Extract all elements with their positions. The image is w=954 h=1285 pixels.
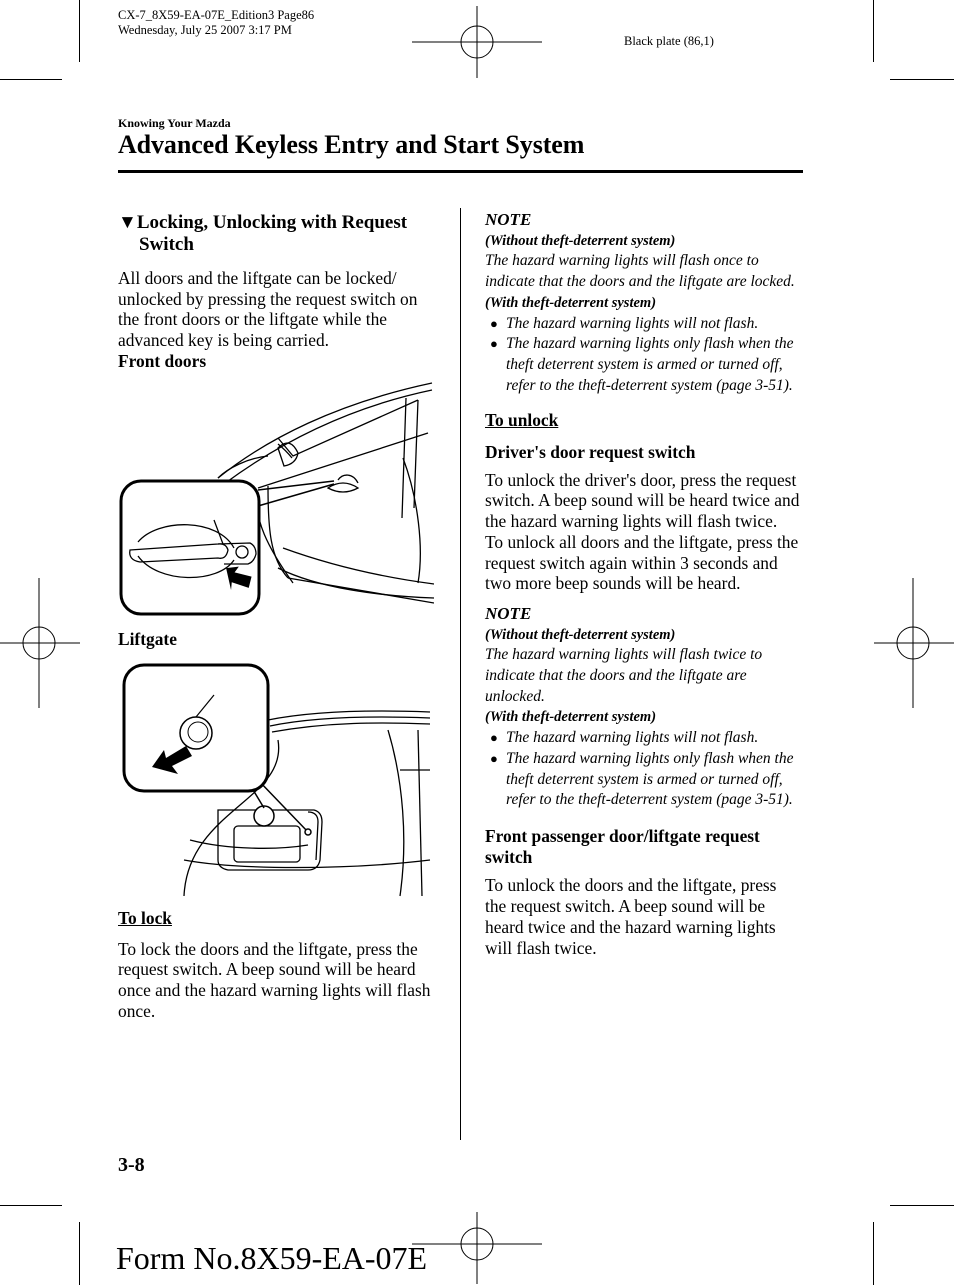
bullet-icon: ● (490, 750, 498, 766)
section-label: Knowing Your Mazda (118, 116, 231, 130)
to-lock-section (118, 908, 434, 1022)
note-unlocked-bullets (485, 728, 801, 811)
bullet-icon: ● (490, 315, 498, 331)
liftgate-illustration (118, 660, 434, 900)
page-number: 3-8 (118, 1154, 145, 1176)
note-locked-sub1: (Without theft-deterrent system) (485, 232, 676, 249)
bullet-icon: ● (490, 336, 498, 352)
locking-heading-line1: Locking, Unlocking with Request (136, 212, 408, 233)
registration-mark-right (874, 578, 954, 708)
intro-text: All doors and the liftgate can be locked/ unlocked by pressing the request switch on the front doors or the liftgate while the advanced key is being carried. (118, 268, 418, 351)
note-locked-title: NOTE (485, 210, 532, 229)
left-column (118, 212, 434, 372)
note-locked-text1: The hazard warning lights will flash once to indicate that the doors and the liftgate are locked. (485, 252, 795, 291)
list-item: ● The hazard warning lights only flash when the theft deterrent system is armed or turned off, refer to the theft-deterrent system (page 3-51). (490, 335, 794, 394)
locking-heading-line2: Switch (139, 234, 194, 255)
list-item: ● The hazard warning lights will not flash. (485, 728, 801, 749)
note-unlocked-sub1: (Without theft-deterrent system) (485, 626, 676, 643)
print-info-line2: Wednesday, July 25 2007 3:17 PM (118, 23, 292, 37)
to-lock-heading: To lock (118, 908, 172, 928)
liftgate-label: Liftgate (118, 629, 177, 649)
front-doors-label: Front doors (118, 350, 207, 371)
note-unlocked-sub2: (With theft-deterrent system) (485, 709, 657, 726)
to-unlock-heading: To unlock (485, 410, 559, 431)
title-rule (118, 170, 803, 173)
form-number: Form No.8X59-EA-07E (116, 1240, 428, 1276)
driver-door-text2: To unlock all doors and the liftgate, press the request switch again within 3 seconds and two more beep sounds will be heard. (485, 531, 799, 594)
front-door-illustration (118, 378, 434, 618)
note-locked-sub2: (With theft-deterrent system) (485, 294, 657, 311)
list-item: ● The hazard warning lights only flash when the theft deterrent system is armed or turned off, refer to the theft-deterrent system (page 3-51). (490, 749, 794, 809)
print-info (118, 8, 314, 38)
column-divider (460, 208, 461, 1140)
note-unlocked-title: NOTE (485, 603, 532, 623)
note-unlocked (485, 604, 801, 811)
right-column (485, 210, 801, 958)
list-item: ● The hazard warning lights will not flash. (485, 314, 801, 335)
driver-door-text1: To unlock the driver's door, press the request switch. A beep sound will be heard twice and the hazard warning lights will flash twice. (485, 469, 800, 532)
bullet-icon: ● (490, 730, 498, 746)
passenger-text: To unlock the doors and the liftgate, press the request switch. A beep sound will be heard twice and the hazard warning lights will flash twice. (485, 875, 777, 958)
registration-mark-top (412, 6, 542, 78)
registration-mark-left (0, 578, 80, 708)
to-lock-text: To lock the doors and the liftgate, press the request switch. A beep sound will be heard once and the hazard warning lights will flash once. (118, 938, 431, 1021)
note-locked (485, 210, 801, 396)
print-info-line1: CX-7_8X59-EA-07E_Edition3 Page86 (118, 8, 315, 22)
triangle-marker-icon: ▼ (118, 212, 137, 233)
registration-mark-bottom (412, 1212, 542, 1284)
driver-door-heading: Driver's door request switch (485, 442, 696, 463)
note-unlocked-text1: The hazard warning lights will flash twice to indicate that the doors and the liftgate are unlocked. (485, 646, 763, 705)
page-title: Advanced Keyless Entry and Start System (118, 130, 585, 159)
locking-heading (118, 212, 434, 256)
note-locked-bullets (485, 314, 801, 397)
passenger-heading: Front passenger door/liftgate request switch (485, 825, 760, 867)
plate-label: Black plate (86,1) (624, 34, 714, 48)
